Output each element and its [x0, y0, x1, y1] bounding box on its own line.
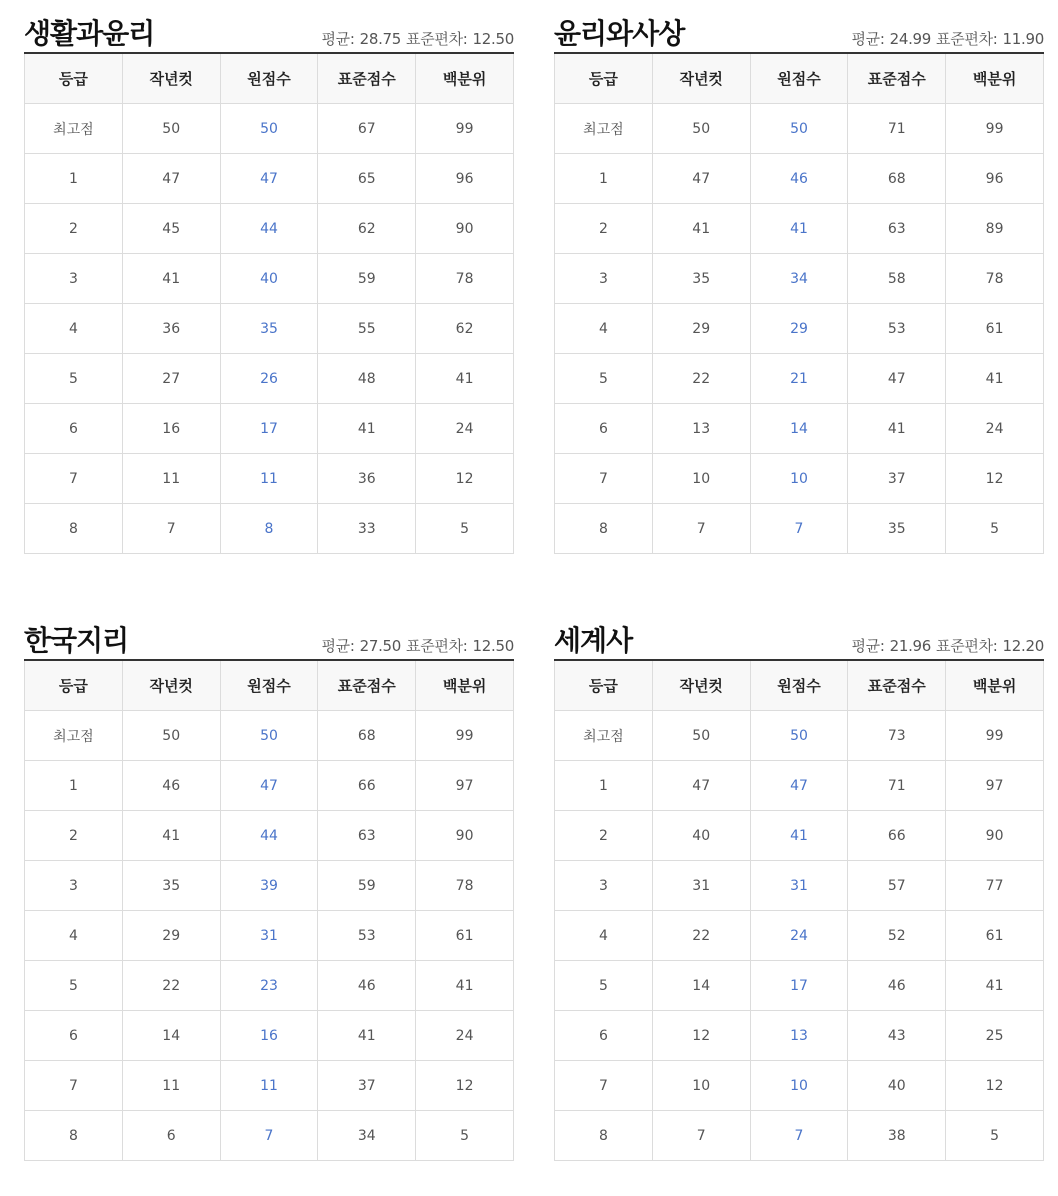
column-header: 등급	[25, 660, 123, 711]
grade-cell: 최고점	[555, 104, 653, 154]
mean-label: 평균:	[851, 637, 885, 655]
last-year-cut-cell: 47	[652, 761, 750, 811]
subject-stats	[851, 635, 1044, 657]
panel-header	[24, 6, 514, 52]
standard-score-cell: 41	[318, 404, 416, 454]
table-row	[555, 454, 1044, 504]
standard-score-cell: 52	[848, 911, 946, 961]
percentile-cell: 78	[416, 861, 514, 911]
grade-cell: 1	[555, 761, 653, 811]
standard-score-cell: 38	[848, 1111, 946, 1161]
table-row	[25, 1061, 514, 1111]
percentile-cell: 41	[416, 961, 514, 1011]
grade-cell: 5	[555, 961, 653, 1011]
standard-score-cell: 36	[318, 454, 416, 504]
grade-cell: 2	[555, 204, 653, 254]
percentile-cell: 89	[946, 204, 1044, 254]
raw-score-cell: 26	[220, 354, 318, 404]
percentile-cell: 78	[416, 254, 514, 304]
percentile-cell: 12	[946, 1061, 1044, 1111]
table-row	[555, 761, 1044, 811]
raw-score-cell: 47	[750, 761, 848, 811]
last-year-cut-cell: 13	[652, 404, 750, 454]
raw-score-cell: 23	[220, 961, 318, 1011]
table-row	[555, 1011, 1044, 1061]
panel-header	[24, 613, 514, 659]
sd-value: 11.90	[1002, 30, 1044, 48]
standard-score-cell: 67	[318, 104, 416, 154]
subject-panel	[24, 613, 514, 1161]
last-year-cut-cell: 50	[122, 104, 220, 154]
raw-score-cell: 50	[220, 711, 318, 761]
table-row	[555, 404, 1044, 454]
column-header: 작년컷	[652, 660, 750, 711]
column-header: 표준점수	[848, 660, 946, 711]
standard-score-cell: 68	[318, 711, 416, 761]
standard-score-cell: 53	[318, 911, 416, 961]
standard-score-cell: 48	[318, 354, 416, 404]
standard-score-cell: 68	[848, 154, 946, 204]
table-row	[555, 911, 1044, 961]
last-year-cut-cell: 7	[652, 1111, 750, 1161]
grade-cell: 3	[555, 861, 653, 911]
mean-label: 평균:	[321, 30, 355, 48]
grade-cell: 7	[25, 454, 123, 504]
last-year-cut-cell: 14	[652, 961, 750, 1011]
sd-label: 표준편차:	[406, 637, 468, 655]
sd-label: 표준편차:	[406, 30, 468, 48]
standard-score-cell: 71	[848, 104, 946, 154]
table-row	[25, 1111, 514, 1161]
grade-cell: 8	[25, 1111, 123, 1161]
subject-panel	[24, 6, 514, 554]
table-row	[25, 1011, 514, 1061]
percentile-cell: 12	[416, 1061, 514, 1111]
table-row	[555, 204, 1044, 254]
table-row	[25, 204, 514, 254]
table-row	[25, 454, 514, 504]
subject-panel	[554, 613, 1044, 1161]
raw-score-cell: 10	[750, 454, 848, 504]
raw-score-cell: 16	[220, 1011, 318, 1061]
table-row	[25, 404, 514, 454]
panel-header	[554, 6, 1044, 52]
table-row	[555, 254, 1044, 304]
column-header: 표준점수	[848, 53, 946, 104]
sd-value: 12.20	[1002, 637, 1044, 655]
standard-score-cell: 37	[848, 454, 946, 504]
grade-cell: 4	[555, 911, 653, 961]
raw-score-cell: 8	[220, 504, 318, 554]
standard-score-cell: 66	[848, 811, 946, 861]
percentile-cell: 62	[416, 304, 514, 354]
standard-score-cell: 47	[848, 354, 946, 404]
grade-cell: 1	[25, 761, 123, 811]
last-year-cut-cell: 40	[652, 811, 750, 861]
subject-panel	[554, 6, 1044, 554]
raw-score-cell: 24	[750, 911, 848, 961]
table-row	[555, 811, 1044, 861]
standard-score-cell: 65	[318, 154, 416, 204]
column-header: 백분위	[416, 53, 514, 104]
table-header-row	[25, 53, 514, 104]
raw-score-cell: 47	[220, 761, 318, 811]
table-row	[25, 861, 514, 911]
table-row	[555, 104, 1044, 154]
percentile-cell: 99	[946, 711, 1044, 761]
raw-score-cell: 11	[220, 1061, 318, 1111]
percentile-cell: 5	[416, 1111, 514, 1161]
last-year-cut-cell: 47	[122, 154, 220, 204]
column-header: 원점수	[220, 660, 318, 711]
grade-cut-table	[24, 659, 514, 1161]
subject-stats	[851, 28, 1044, 50]
subject-stats	[321, 635, 514, 657]
raw-score-cell: 44	[220, 204, 318, 254]
standard-score-cell: 41	[848, 404, 946, 454]
grade-cell: 7	[25, 1061, 123, 1111]
percentile-cell: 61	[416, 911, 514, 961]
raw-score-cell: 41	[750, 811, 848, 861]
last-year-cut-cell: 16	[122, 404, 220, 454]
raw-score-cell: 7	[750, 1111, 848, 1161]
subject-stats	[321, 28, 514, 50]
raw-score-cell: 7	[750, 504, 848, 554]
raw-score-cell: 50	[750, 104, 848, 154]
grade-cell: 3	[25, 254, 123, 304]
standard-score-cell: 35	[848, 504, 946, 554]
last-year-cut-cell: 35	[652, 254, 750, 304]
last-year-cut-cell: 29	[652, 304, 750, 354]
column-header: 원점수	[220, 53, 318, 104]
column-header: 등급	[555, 53, 653, 104]
percentile-cell: 90	[416, 204, 514, 254]
percentile-cell: 61	[946, 304, 1044, 354]
table-row	[25, 154, 514, 204]
standard-score-cell: 71	[848, 761, 946, 811]
mean-value: 28.75	[359, 30, 402, 48]
standard-score-cell: 63	[848, 204, 946, 254]
raw-score-cell: 17	[750, 961, 848, 1011]
column-header: 원점수	[750, 53, 848, 104]
grade-cell: 최고점	[25, 711, 123, 761]
last-year-cut-cell: 41	[122, 254, 220, 304]
column-header: 백분위	[946, 53, 1044, 104]
table-row	[555, 1111, 1044, 1161]
last-year-cut-cell: 50	[652, 711, 750, 761]
percentile-cell: 24	[416, 1011, 514, 1061]
standard-score-cell: 41	[318, 1011, 416, 1061]
last-year-cut-cell: 46	[122, 761, 220, 811]
grade-cell: 2	[25, 204, 123, 254]
raw-score-cell: 10	[750, 1061, 848, 1111]
raw-score-cell: 40	[220, 254, 318, 304]
last-year-cut-cell: 41	[652, 204, 750, 254]
percentile-cell: 5	[946, 504, 1044, 554]
standard-score-cell: 57	[848, 861, 946, 911]
percentile-cell: 90	[416, 811, 514, 861]
raw-score-cell: 47	[220, 154, 318, 204]
last-year-cut-cell: 31	[652, 861, 750, 911]
column-header: 표준점수	[318, 53, 416, 104]
subject-title: 윤리와사상	[554, 17, 685, 50]
grade-cell: 5	[555, 354, 653, 404]
standard-score-cell: 73	[848, 711, 946, 761]
raw-score-cell: 50	[220, 104, 318, 154]
grade-cell: 3	[25, 861, 123, 911]
percentile-cell: 96	[416, 154, 514, 204]
column-header: 작년컷	[122, 53, 220, 104]
standard-score-cell: 62	[318, 204, 416, 254]
standard-score-cell: 58	[848, 254, 946, 304]
standard-score-cell: 33	[318, 504, 416, 554]
raw-score-cell: 46	[750, 154, 848, 204]
table-row	[25, 504, 514, 554]
table-row	[555, 961, 1044, 1011]
table-row	[25, 711, 514, 761]
subject-title: 한국지리	[24, 624, 129, 657]
sd-value: 12.50	[472, 637, 514, 655]
column-header: 원점수	[750, 660, 848, 711]
percentile-cell: 41	[946, 354, 1044, 404]
column-header: 백분위	[946, 660, 1044, 711]
last-year-cut-cell: 14	[122, 1011, 220, 1061]
standard-score-cell: 55	[318, 304, 416, 354]
mean-value: 21.96	[889, 637, 932, 655]
last-year-cut-cell: 12	[652, 1011, 750, 1061]
panel-header	[554, 613, 1044, 659]
standard-score-cell: 59	[318, 861, 416, 911]
grade-cell: 4	[555, 304, 653, 354]
last-year-cut-cell: 35	[122, 861, 220, 911]
percentile-cell: 77	[946, 861, 1044, 911]
raw-score-cell: 21	[750, 354, 848, 404]
raw-score-cell: 17	[220, 404, 318, 454]
grade-cell: 3	[555, 254, 653, 304]
last-year-cut-cell: 45	[122, 204, 220, 254]
table-row	[25, 354, 514, 404]
last-year-cut-cell: 27	[122, 354, 220, 404]
table-row	[555, 154, 1044, 204]
last-year-cut-cell: 50	[652, 104, 750, 154]
standard-score-cell: 34	[318, 1111, 416, 1161]
grade-cut-table	[554, 659, 1044, 1161]
table-row	[555, 504, 1044, 554]
last-year-cut-cell: 10	[652, 454, 750, 504]
raw-score-cell: 34	[750, 254, 848, 304]
percentile-cell: 97	[416, 761, 514, 811]
last-year-cut-cell: 22	[652, 911, 750, 961]
last-year-cut-cell: 47	[652, 154, 750, 204]
subject-title: 세계사	[554, 624, 633, 657]
standard-score-cell: 66	[318, 761, 416, 811]
table-row	[25, 304, 514, 354]
table-row	[555, 304, 1044, 354]
table-row	[25, 104, 514, 154]
sd-value: 12.50	[472, 30, 514, 48]
last-year-cut-cell: 29	[122, 911, 220, 961]
raw-score-cell: 39	[220, 861, 318, 911]
percentile-cell: 96	[946, 154, 1044, 204]
grade-cell: 7	[555, 1061, 653, 1111]
percentile-cell: 78	[946, 254, 1044, 304]
percentile-cell: 24	[946, 404, 1044, 454]
column-header: 백분위	[416, 660, 514, 711]
grade-cell: 8	[25, 504, 123, 554]
raw-score-cell: 7	[220, 1111, 318, 1161]
table-row	[555, 1061, 1044, 1111]
grade-cell: 최고점	[25, 104, 123, 154]
last-year-cut-cell: 50	[122, 711, 220, 761]
sd-label: 표준편차:	[936, 30, 998, 48]
table-row	[25, 254, 514, 304]
percentile-cell: 12	[946, 454, 1044, 504]
last-year-cut-cell: 7	[652, 504, 750, 554]
grade-cut-table	[554, 52, 1044, 554]
raw-score-cell: 31	[220, 911, 318, 961]
mean-label: 평균:	[851, 30, 885, 48]
standard-score-cell: 46	[318, 961, 416, 1011]
mean-value: 27.50	[359, 637, 402, 655]
percentile-cell: 41	[416, 354, 514, 404]
raw-score-cell: 14	[750, 404, 848, 454]
raw-score-cell: 35	[220, 304, 318, 354]
standard-score-cell: 59	[318, 254, 416, 304]
grade-cell: 2	[25, 811, 123, 861]
grade-cell: 6	[555, 1011, 653, 1061]
last-year-cut-cell: 41	[122, 811, 220, 861]
grade-cell: 2	[555, 811, 653, 861]
grade-cut-table	[24, 52, 514, 554]
last-year-cut-cell: 11	[122, 1061, 220, 1111]
table-row	[25, 961, 514, 1011]
last-year-cut-cell: 10	[652, 1061, 750, 1111]
raw-score-cell: 31	[750, 861, 848, 911]
percentile-cell: 24	[416, 404, 514, 454]
standard-score-cell: 37	[318, 1061, 416, 1111]
sd-label: 표준편차:	[936, 637, 998, 655]
grade-cell: 6	[25, 404, 123, 454]
last-year-cut-cell: 6	[122, 1111, 220, 1161]
table-header-row	[555, 660, 1044, 711]
grade-cell: 1	[555, 154, 653, 204]
grade-cell: 7	[555, 454, 653, 504]
table-header-row	[25, 660, 514, 711]
percentile-cell: 99	[416, 711, 514, 761]
raw-score-cell: 41	[750, 204, 848, 254]
table-row	[555, 354, 1044, 404]
grade-cell: 5	[25, 354, 123, 404]
percentile-cell: 99	[416, 104, 514, 154]
column-header: 작년컷	[652, 53, 750, 104]
grade-cell: 4	[25, 304, 123, 354]
percentile-cell: 41	[946, 961, 1044, 1011]
percentile-cell: 61	[946, 911, 1044, 961]
mean-label: 평균:	[321, 637, 355, 655]
grade-cell: 4	[25, 911, 123, 961]
raw-score-cell: 44	[220, 811, 318, 861]
grade-cell: 5	[25, 961, 123, 1011]
percentile-cell: 12	[416, 454, 514, 504]
percentile-cell: 25	[946, 1011, 1044, 1061]
grade-cell: 8	[555, 504, 653, 554]
standard-score-cell: 40	[848, 1061, 946, 1111]
last-year-cut-cell: 36	[122, 304, 220, 354]
standard-score-cell: 43	[848, 1011, 946, 1061]
table-row	[555, 711, 1044, 761]
raw-score-cell: 13	[750, 1011, 848, 1061]
last-year-cut-cell: 22	[122, 961, 220, 1011]
last-year-cut-cell: 22	[652, 354, 750, 404]
last-year-cut-cell: 11	[122, 454, 220, 504]
grade-cell: 1	[25, 154, 123, 204]
percentile-cell: 5	[946, 1111, 1044, 1161]
mean-value: 24.99	[889, 30, 932, 48]
raw-score-cell: 29	[750, 304, 848, 354]
last-year-cut-cell: 7	[122, 504, 220, 554]
table-header-row	[555, 53, 1044, 104]
standard-score-cell: 53	[848, 304, 946, 354]
grade-cell: 8	[555, 1111, 653, 1161]
percentile-cell: 99	[946, 104, 1044, 154]
table-row	[25, 911, 514, 961]
column-header: 등급	[555, 660, 653, 711]
column-header: 표준점수	[318, 660, 416, 711]
column-header: 작년컷	[122, 660, 220, 711]
grade-cell: 6	[555, 404, 653, 454]
percentile-cell: 97	[946, 761, 1044, 811]
percentile-cell: 5	[416, 504, 514, 554]
column-header: 등급	[25, 53, 123, 104]
raw-score-cell: 50	[750, 711, 848, 761]
standard-score-cell: 63	[318, 811, 416, 861]
grade-cell: 6	[25, 1011, 123, 1061]
grade-cell: 최고점	[555, 711, 653, 761]
percentile-cell: 90	[946, 811, 1044, 861]
subject-title: 생활과윤리	[24, 17, 155, 50]
raw-score-cell: 11	[220, 454, 318, 504]
table-row	[25, 761, 514, 811]
table-row	[555, 861, 1044, 911]
table-row	[25, 811, 514, 861]
standard-score-cell: 46	[848, 961, 946, 1011]
